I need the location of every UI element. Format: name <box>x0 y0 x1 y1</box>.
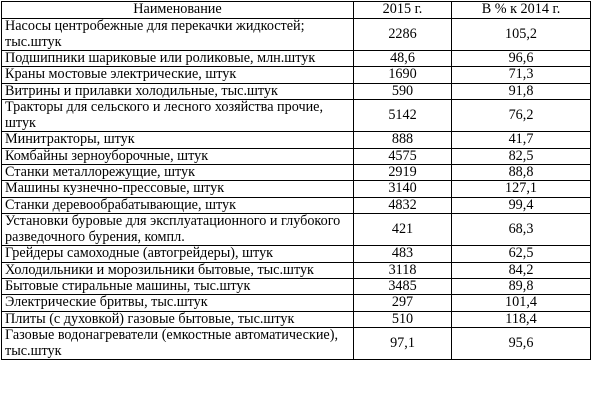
row-name: Плиты (с духовкой) газовые бытовые, тыс.штук <box>2 311 354 327</box>
row-value-2015: 510 <box>354 311 452 327</box>
row-percent-2014: 82,5 <box>452 148 591 164</box>
row-name: Станки деревообрабатывающие, штук <box>2 197 354 213</box>
row-name: Газовые водонагреватели (емкостные автоматические), тыс.штук <box>2 328 354 360</box>
row-name: Установки буровые для эксплуатационного и глубокого разведочного бурения, компл. <box>2 214 354 246</box>
row-name: Комбайны зерноуборочные, штук <box>2 148 354 164</box>
row-name: Грейдеры самоходные (автогрейдеры), штук <box>2 246 354 262</box>
row-name: Бытовые стиральные машины, тыс.штук <box>2 279 354 295</box>
row-name: Краны мостовые электрические, штук <box>2 67 354 83</box>
row-percent-2014: 96,6 <box>452 51 591 67</box>
row-value-2015: 3485 <box>354 279 452 295</box>
row-value-2015: 2286 <box>354 19 452 51</box>
row-value-2015: 5142 <box>354 100 452 132</box>
row-percent-2014: 118,4 <box>452 311 591 327</box>
table-row <box>2 100 591 132</box>
table-row <box>2 328 591 360</box>
row-percent-2014: 71,3 <box>452 67 591 83</box>
row-name: Электрические бритвы, тыс.штук <box>2 295 354 311</box>
row-name: Машины кузнечно-прессовые, штук <box>2 181 354 197</box>
table-row <box>2 262 591 278</box>
row-name: Станки металлорежущие, штук <box>2 165 354 181</box>
row-percent-2014: 101,4 <box>452 295 591 311</box>
row-value-2015: 590 <box>354 83 452 99</box>
header-year: 2015 г. <box>354 2 452 19</box>
table-row <box>2 295 591 311</box>
row-value-2015: 483 <box>354 246 452 262</box>
table-row <box>2 132 591 148</box>
row-value-2015: 421 <box>354 214 452 246</box>
table-row <box>2 51 591 67</box>
row-name: Минитракторы, штук <box>2 132 354 148</box>
row-value-2015: 97,1 <box>354 328 452 360</box>
table-row <box>2 214 591 246</box>
row-name: Насосы центробежные для перекачки жидкостей; тыс.штук <box>2 19 354 51</box>
table-row <box>2 83 591 99</box>
table-row <box>2 148 591 164</box>
row-value-2015: 4575 <box>354 148 452 164</box>
header-name: Наименование <box>2 2 354 19</box>
row-value-2015: 3140 <box>354 181 452 197</box>
row-value-2015: 888 <box>354 132 452 148</box>
row-name: Подшипники шариковые или роликовые, млн.штук <box>2 51 354 67</box>
row-name: Тракторы для сельского и лесного хозяйства прочие, штук <box>2 100 354 132</box>
row-percent-2014: 99,4 <box>452 197 591 213</box>
row-value-2015: 4832 <box>354 197 452 213</box>
row-value-2015: 3118 <box>354 262 452 278</box>
row-percent-2014: 84,2 <box>452 262 591 278</box>
row-value-2015: 297 <box>354 295 452 311</box>
row-percent-2014: 41,7 <box>452 132 591 148</box>
row-value-2015: 2919 <box>354 165 452 181</box>
row-percent-2014: 68,3 <box>452 214 591 246</box>
table-body <box>2 19 591 360</box>
row-percent-2014: 88,8 <box>452 165 591 181</box>
row-percent-2014: 91,8 <box>452 83 591 99</box>
table-row <box>2 197 591 213</box>
production-table <box>1 1 591 360</box>
table-row <box>2 246 591 262</box>
row-name: Холодильники и морозильники бытовые, тыс.штук <box>2 262 354 278</box>
row-percent-2014: 76,2 <box>452 100 591 132</box>
table-row <box>2 165 591 181</box>
row-percent-2014: 89,8 <box>452 279 591 295</box>
row-percent-2014: 127,1 <box>452 181 591 197</box>
table-row <box>2 19 591 51</box>
row-name: Витрины и прилавки холодильные, тыс.штук <box>2 83 354 99</box>
row-value-2015: 1690 <box>354 67 452 83</box>
table-row <box>2 311 591 327</box>
table-row <box>2 181 591 197</box>
row-percent-2014: 105,2 <box>452 19 591 51</box>
row-value-2015: 48,6 <box>354 51 452 67</box>
row-percent-2014: 95,6 <box>452 328 591 360</box>
row-percent-2014: 62,5 <box>452 246 591 262</box>
header-row <box>2 2 591 19</box>
table-row <box>2 279 591 295</box>
header-percent: В % к 2014 г. <box>452 2 591 19</box>
table-row <box>2 67 591 83</box>
